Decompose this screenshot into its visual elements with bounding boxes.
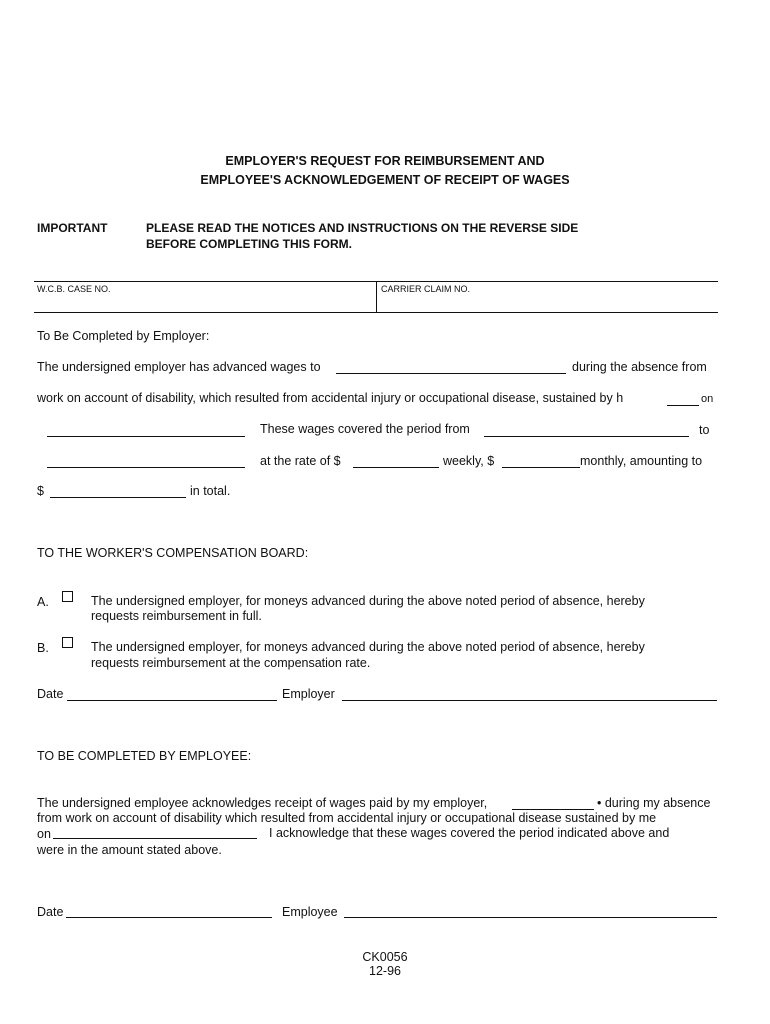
employee-line4-text: were in the amount stated above. <box>37 843 222 857</box>
employer-date-label: Date <box>37 687 64 701</box>
employer-line3-text: These wages covered the period from <box>260 422 470 436</box>
wcb-case-label: W.C.B. CASE NO. <box>37 284 111 294</box>
employee-date-field[interactable] <box>66 917 272 918</box>
wcb-case-field[interactable] <box>34 294 374 311</box>
dollar-sign: $ <box>37 484 44 498</box>
employee-section-heading: TO BE COMPLETED BY EMPLOYEE: <box>37 749 252 763</box>
monthly-label: monthly, amounting to <box>580 454 703 468</box>
rate-label: at the rate of $ <box>260 454 341 468</box>
form-title-line2: EMPLOYEE'S ACKNOWLEDGEMENT OF RECEIPT OF WAGES <box>200 173 570 187</box>
option-a-letter: A. <box>37 595 49 609</box>
employer-section-heading: To Be Completed by Employer: <box>37 329 210 343</box>
employer-line1-text: The undersigned employer has advanced wages to <box>37 360 321 374</box>
injury-date-field[interactable] <box>47 436 245 437</box>
notice-line2: BEFORE COMPLETING THIS FORM. <box>146 237 352 251</box>
pronoun-field[interactable] <box>667 405 699 406</box>
form-revision: 12-96 <box>369 964 401 978</box>
option-b-line2: requests reimbursement at the compensation rate. <box>91 656 371 670</box>
employer-signature-label: Employer <box>282 687 335 701</box>
employer-signature-field[interactable] <box>342 700 717 701</box>
option-a-line1: The undersigned employer, for moneys advanced during the above noted period of absence, hereby <box>91 594 645 608</box>
carrier-claim-field[interactable] <box>378 294 716 311</box>
weekly-rate-field[interactable] <box>353 467 439 468</box>
employee-date-label: Date <box>37 905 64 919</box>
important-label: IMPORTANT <box>37 221 108 235</box>
employer-date-field[interactable] <box>67 700 277 701</box>
employer-line3-end: to <box>699 423 710 437</box>
employer-line2-end: on <box>701 393 714 405</box>
total-amount-field[interactable] <box>50 497 186 498</box>
employee-injury-date-field[interactable] <box>53 838 257 839</box>
monthly-rate-field[interactable] <box>502 467 580 468</box>
employer-name-field[interactable] <box>512 809 594 810</box>
employee-line1-end: • during my absence <box>597 796 711 810</box>
employer-line2-text: work on account of disability, which resulted from accidental injury or occupational disease, sustained by h <box>37 391 624 405</box>
option-a-checkbox[interactable] <box>62 591 73 602</box>
carrier-claim-label: CARRIER CLAIM NO. <box>381 284 471 294</box>
employee-signature-field[interactable] <box>344 917 717 918</box>
employee-name-field[interactable] <box>336 373 566 374</box>
option-b-checkbox[interactable] <box>62 637 73 648</box>
board-section-heading: TO THE WORKER'S COMPENSATION BOARD: <box>37 546 309 560</box>
option-a-line2: requests reimbursement in full. <box>91 609 262 623</box>
option-b-line1: The undersigned employer, for moneys advanced during the above noted period of absence, hereby <box>91 640 645 654</box>
employee-line3-text: I acknowledge that these wages covered the period indicated above and <box>269 826 670 840</box>
case-box-divider <box>376 281 377 313</box>
employee-line2-text: from work on account of disability which resulted from accidental injury or occupational disease sustained by me <box>37 811 657 825</box>
period-to-field[interactable] <box>47 467 245 468</box>
form-code: CK0056 <box>362 950 408 964</box>
period-from-field[interactable] <box>484 436 689 437</box>
employer-line1-end: during the absence from <box>572 360 707 374</box>
option-b-letter: B. <box>37 641 49 655</box>
in-total-label: in total. <box>190 484 231 498</box>
employee-line1-text: The undersigned employee acknowledges receipt of wages paid by my employer, <box>37 796 488 810</box>
notice-line1: PLEASE READ THE NOTICES AND INSTRUCTIONS ON THE REVERSE SIDE <box>146 221 579 235</box>
employee-signature-label: Employee <box>282 905 338 919</box>
form-title-line1: EMPLOYER'S REQUEST FOR REIMBURSEMENT AND <box>225 154 545 168</box>
employee-on-label: on <box>37 827 51 841</box>
weekly-label: weekly, $ <box>443 454 495 468</box>
